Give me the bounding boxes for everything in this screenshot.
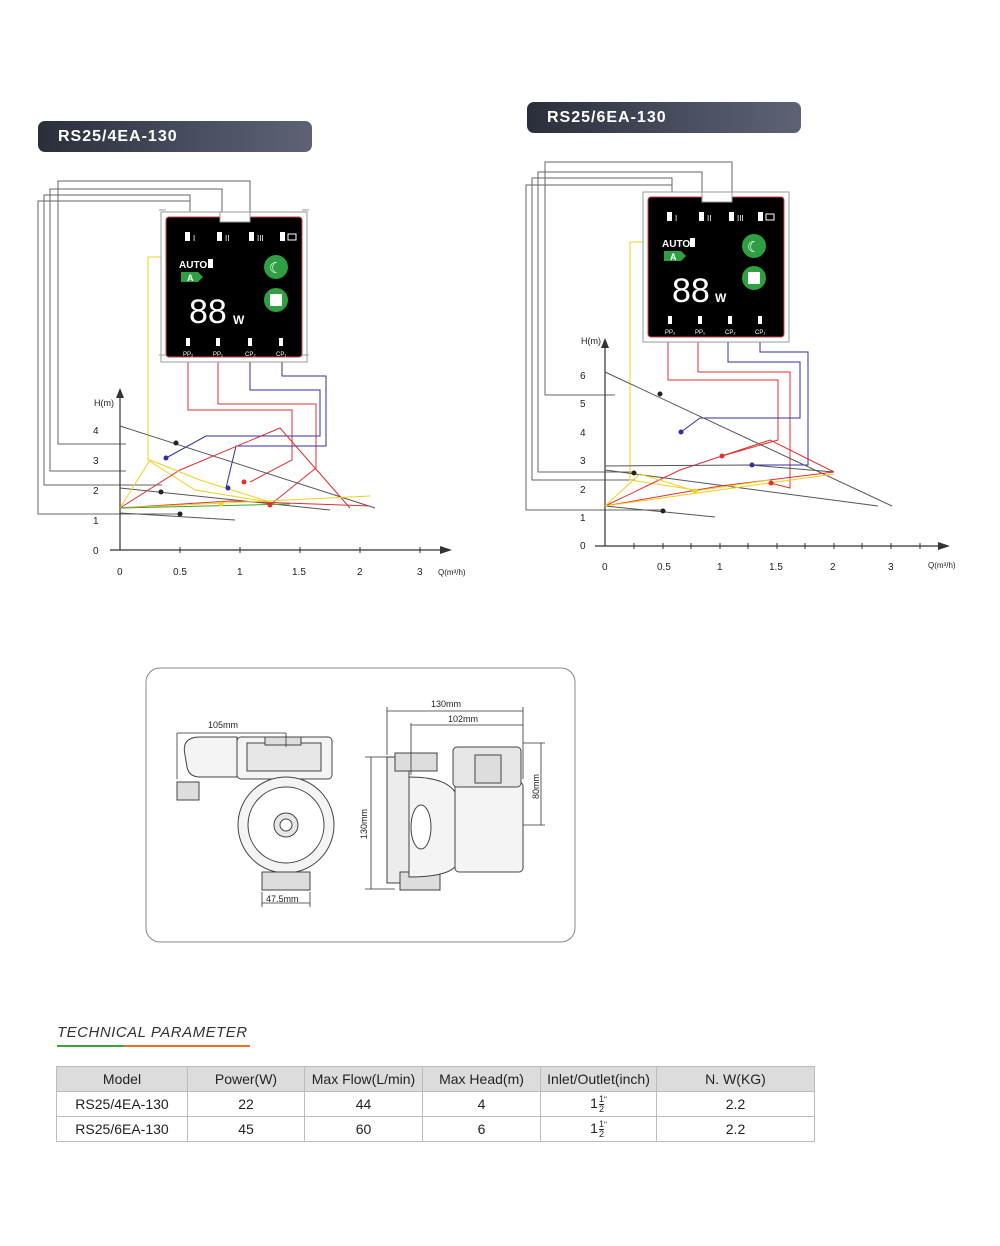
speed-label-3: III [257, 234, 264, 243]
mode-label-pp1: PP₁ [695, 330, 706, 336]
cell-model: RS25/6EA-130 [57, 1117, 188, 1142]
stop-icon [748, 272, 760, 284]
header-inlet-outlet: Inlet/Outlet(inch) [541, 1067, 657, 1092]
cell-model: RS25/4EA-130 [57, 1092, 188, 1117]
x-tick: 2 [830, 562, 836, 573]
cell-weight: 2.2 [657, 1092, 815, 1117]
fraction-num: 1 [598, 1093, 604, 1104]
x-tick: 1 [717, 562, 723, 573]
table-header-row [57, 1067, 815, 1092]
dim-47-5: 47.5mm [266, 894, 299, 904]
x-tick: 1.5 [769, 562, 783, 573]
dim-105: 105mm [208, 720, 239, 730]
x-tick: 3 [417, 567, 423, 578]
x-axis-label: Q(m³/h) [438, 568, 466, 577]
speed-label-2: II [707, 214, 712, 223]
x-tick: 0.5 [173, 567, 187, 578]
header-power: Power(W) [188, 1067, 305, 1092]
auto-label: AUTO [179, 260, 208, 271]
cell-max-flow: 60 [305, 1117, 423, 1142]
inlet-whole: 1 [590, 1094, 598, 1111]
y-tick: 0 [580, 541, 586, 552]
auto-badge-text: A [187, 273, 194, 283]
y-tick: 5 [580, 399, 586, 410]
speed-label-1: I [675, 214, 678, 223]
pump-side-view [387, 747, 523, 890]
y-tick: 3 [580, 456, 586, 467]
cell-weight: 2.2 [657, 1117, 815, 1142]
x-tick: 2 [357, 567, 363, 578]
params-title-underline [57, 1045, 250, 1047]
control-diagram-right [520, 150, 970, 580]
x-tick: 3 [888, 562, 894, 573]
header-weight: N. W(KG) [657, 1067, 815, 1092]
x-tick: 0.5 [657, 562, 671, 573]
y-tick: 3 [93, 456, 99, 467]
y-axis-label: H(m) [94, 398, 114, 408]
cell-inlet-outlet [541, 1092, 657, 1117]
mode-label-pp2: PP₂ [183, 352, 194, 358]
mode-label-cp2: CP₂ [725, 330, 736, 336]
inlet-whole: 1 [590, 1119, 598, 1136]
moon-icon: ☾ [747, 239, 761, 256]
dim-80: 80mm [531, 773, 541, 799]
auto-badge-text: A [670, 252, 677, 262]
speed-label-2: II [225, 234, 230, 243]
cell-max-head: 4 [423, 1092, 541, 1117]
model-title-right: RS25/6EA-130 [527, 102, 801, 133]
mode-label-pp1: PP₁ [213, 352, 224, 358]
fraction-num: 1 [598, 1118, 604, 1129]
x-tick: 1 [237, 567, 243, 578]
y-tick: 1 [93, 516, 99, 527]
fraction-den: 2 [598, 1103, 604, 1114]
moon-icon: ☾ [269, 260, 283, 277]
y-tick: 0 [93, 546, 99, 557]
cell-inlet-outlet [541, 1117, 657, 1142]
y-tick: 1 [580, 513, 586, 524]
inch-mark: " [603, 1095, 607, 1105]
spec-table [56, 1066, 815, 1142]
power-digits: 88 [672, 272, 710, 310]
cell-power: 22 [188, 1092, 305, 1117]
cell-power: 45 [188, 1117, 305, 1142]
y-tick: 2 [580, 485, 586, 496]
stop-icon [270, 294, 282, 306]
params-title: TECHNICAL PARAMETER [57, 1024, 248, 1041]
y-axis-label: H(m) [581, 336, 601, 346]
y-tick: 6 [580, 371, 586, 382]
y-tick: 4 [93, 426, 99, 437]
speed-label-3: III [737, 214, 744, 223]
header-max-flow: Max Flow(L/min) [305, 1067, 423, 1092]
speed-label-1: I [193, 234, 196, 243]
mode-label-pp2: PP₂ [665, 330, 676, 336]
dim-102: 102mm [448, 714, 479, 724]
power-unit: W [715, 291, 727, 305]
dim-130-width: 130mm [431, 699, 462, 709]
y-tick: 2 [93, 486, 99, 497]
power-digits: 88 [189, 293, 227, 331]
control-diagram-left [30, 170, 480, 590]
inch-mark: " [603, 1120, 607, 1130]
header-model: Model [57, 1067, 188, 1092]
y-tick: 4 [580, 428, 586, 439]
dimension-drawing [145, 667, 577, 945]
cell-max-flow: 44 [305, 1092, 423, 1117]
model-title-left: RS25/4EA-130 [38, 121, 312, 152]
auto-label: AUTO [662, 239, 691, 250]
x-tick: 0 [602, 562, 608, 573]
table-row [57, 1092, 815, 1117]
table-row [57, 1117, 815, 1142]
fraction-den: 2 [598, 1128, 604, 1139]
header-max-head: Max Head(m) [423, 1067, 541, 1092]
cell-max-head: 6 [423, 1117, 541, 1142]
dim-130-height: 130mm [359, 808, 369, 839]
mode-label-cp1: CP₁ [755, 330, 766, 336]
power-unit: W [233, 313, 245, 327]
x-axis-label: Q(m³/h) [928, 561, 956, 570]
mode-label-cp1: CP₁ [276, 352, 287, 358]
mode-label-cp2: CP₂ [245, 352, 256, 358]
x-tick: 0 [117, 567, 123, 578]
x-tick: 1.5 [292, 567, 306, 578]
